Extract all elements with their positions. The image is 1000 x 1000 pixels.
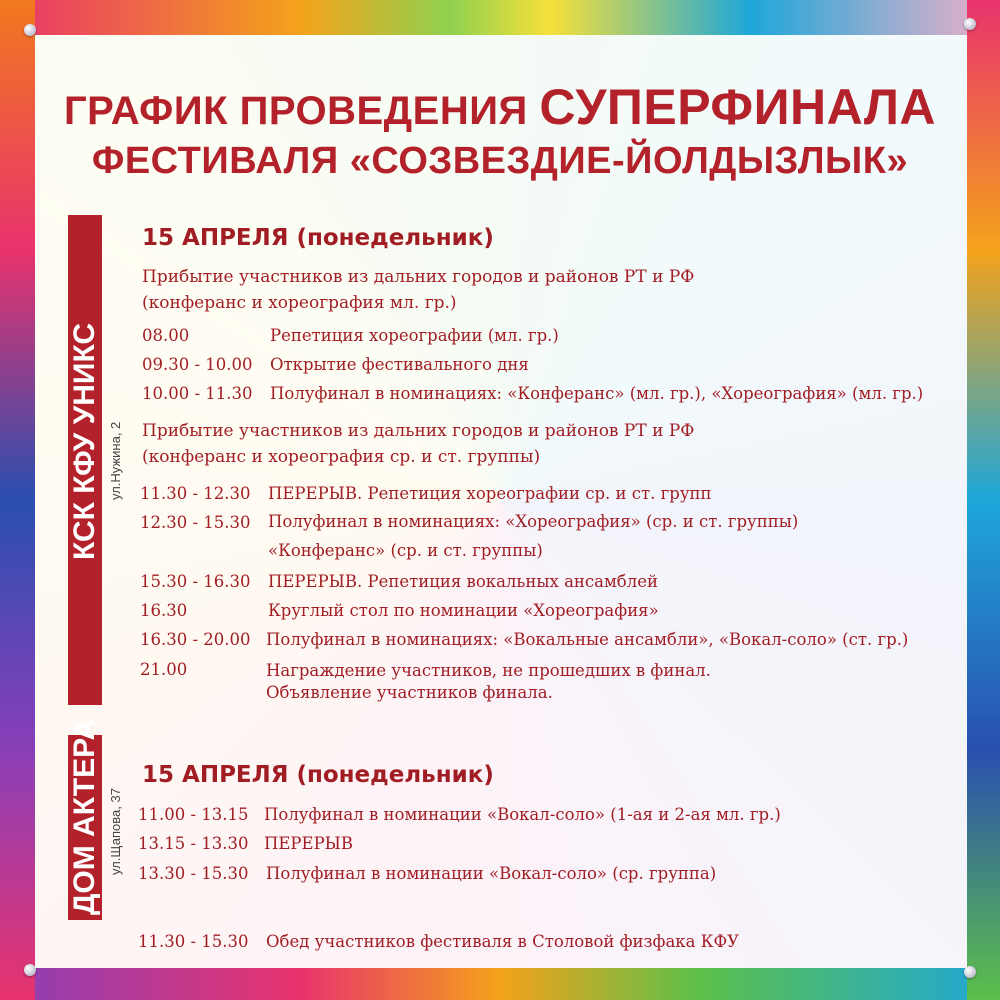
row-description: Открытие фестивального дня — [270, 355, 529, 374]
venue-address-actor-house: ул.Щапова, 37 — [108, 788, 123, 875]
note-line: (конферанс и хореография ср. и ст. группы) — [142, 447, 541, 467]
title-line1-a: ГРАФИК ПРОВЕДЕНИЯ — [63, 89, 528, 133]
arrival-note — [142, 418, 694, 470]
row-time: 11.00 - 13.15 — [138, 805, 249, 824]
day-heading: 15 АПРЕЛЯ (понедельник) — [142, 762, 494, 788]
title-line1-b: СУПЕРФИНАЛА — [539, 79, 937, 135]
row-time: 13.15 - 13.30 — [138, 834, 249, 853]
note-line: (конферанс и хореография мл. гр.) — [142, 293, 457, 313]
note-line: Прибытие участников из дальних городов и районов РТ и РФ — [142, 421, 695, 441]
row-time: 16.30 — [140, 601, 188, 620]
row-description: Награждение участников, не прошедших в финал. — [266, 661, 711, 680]
row-description: Полуфинал в номинациях: «Конферанс» (мл. гр.), «Хореография» (мл. гр.) — [270, 384, 924, 403]
row-description: ПЕРЕРЫВ. Репетиция вокальных ансамблей — [268, 572, 658, 591]
row-time: 10.00 - 11.30 — [142, 384, 253, 403]
venue-address-unics: ул.Нужина, 2 — [108, 421, 123, 500]
day-heading: 15 АПРЕЛЯ (понедельник) — [142, 225, 494, 251]
arrival-note — [142, 264, 694, 316]
page-subtitle: ФЕСТИВАЛЯ «СОЗВЕЗДИЕ-ЙОЛДЫЗЛЫК» — [91, 140, 909, 182]
page-title — [0, 78, 1000, 136]
row-time: 16.30 - 20.00 — [140, 630, 251, 649]
row-time: 11.30 - 15.30 — [138, 932, 249, 951]
row-time: 15.30 - 16.30 — [140, 572, 251, 591]
row-time: 21.00 — [140, 660, 188, 679]
venue-name-actor-house: ДОМ АКТЕРА — [68, 718, 101, 915]
pin-icon — [24, 24, 36, 36]
row-description: Полуфинал в номинации «Вокал-соло» (1-ая и 2-ая мл. гр.) — [264, 805, 781, 824]
background-stripe — [0, 968, 1000, 1000]
row-description: Объявление участников финала. — [266, 683, 553, 702]
row-description: Репетиция хореографии (мл. гр.) — [270, 326, 559, 345]
row-description: Полуфинал в номинациях: «Вокальные ансамбли», «Вокал-соло» (ст. гр.) — [266, 630, 909, 649]
pin-icon — [964, 966, 976, 978]
venue-name-unics: КСК КФУ УНИКС — [68, 322, 101, 560]
pin-icon — [24, 964, 36, 976]
row-description: Обед участников фестиваля в Столовой физфака КФУ — [266, 932, 740, 951]
row-description: ПЕРЕРЫВ — [264, 834, 354, 853]
row-description: Круглый стол по номинации «Хореография» — [268, 601, 659, 620]
row-description: ПЕРЕРЫВ. Репетиция хореографии ср. и ст. групп — [268, 484, 712, 503]
row-time: 11.30 - 12.30 — [140, 484, 251, 503]
row-time: 13.30 - 15.30 — [138, 864, 249, 883]
note-line: Прибытие участников из дальних городов и районов РТ и РФ — [142, 267, 695, 287]
row-description: Полуфинал в номинации «Вокал-соло» (ср. группа) — [266, 864, 717, 883]
row-time: 12.30 - 15.30 — [140, 513, 251, 532]
row-description-block — [266, 660, 711, 704]
row-time: 09.30 - 10.00 — [142, 355, 253, 374]
row-time: 08.00 — [142, 326, 190, 345]
row-description: «Конферанс» (ср. и ст. группы) — [268, 541, 543, 560]
background-stripe — [0, 0, 1000, 35]
pin-icon — [964, 18, 976, 30]
row-description-block — [268, 507, 798, 565]
row-description: Полуфинал в номинациях: «Хореография» (ср. и ст. группы) — [268, 512, 799, 531]
